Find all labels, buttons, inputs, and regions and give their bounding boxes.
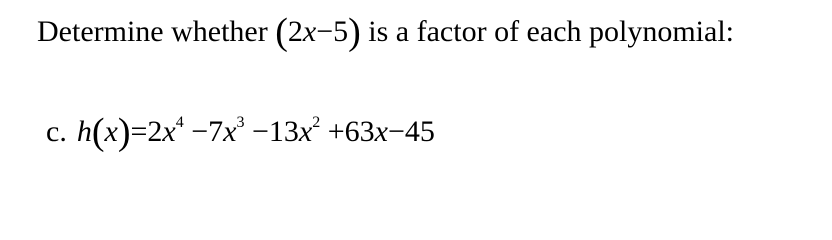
polynomial-problem [46, 112, 435, 152]
problem-label: c. [46, 115, 67, 148]
term-5-constant: −45 [387, 115, 435, 148]
arg-close-paren: ) [117, 111, 131, 153]
term-2-variable: x [223, 115, 237, 148]
instruction-tail: is a factor of each polynomial: [368, 15, 734, 48]
term-2-exponent: 3 [236, 114, 245, 131]
term-1-variable: x [162, 115, 176, 148]
factor-close-paren: ) [348, 11, 361, 53]
arg-open-paren: ( [91, 111, 105, 153]
term-4-variable: x [374, 115, 388, 148]
factor-expression [275, 11, 361, 53]
term-4-coefficient: +63 [327, 115, 375, 148]
factor-open-paren: ( [275, 11, 288, 53]
factor-coefficient: 2 [287, 15, 303, 48]
equals-sign: = [130, 115, 148, 148]
term-3-variable: x [298, 115, 313, 148]
factor-variable: x [302, 15, 317, 48]
term-1-coefficient: 2 [147, 115, 163, 148]
function-name: h [76, 115, 92, 148]
term-2-coefficient: −7 [191, 115, 224, 148]
instruction-text [37, 12, 734, 52]
instruction-lead: Determine whether [37, 15, 268, 48]
term-1-exponent: 4 [175, 114, 184, 131]
factor-constant: −5 [316, 15, 349, 48]
term-3-coefficient: −13 [251, 115, 299, 148]
arg-variable: x [104, 115, 118, 148]
term-3-exponent: 2 [312, 114, 321, 131]
